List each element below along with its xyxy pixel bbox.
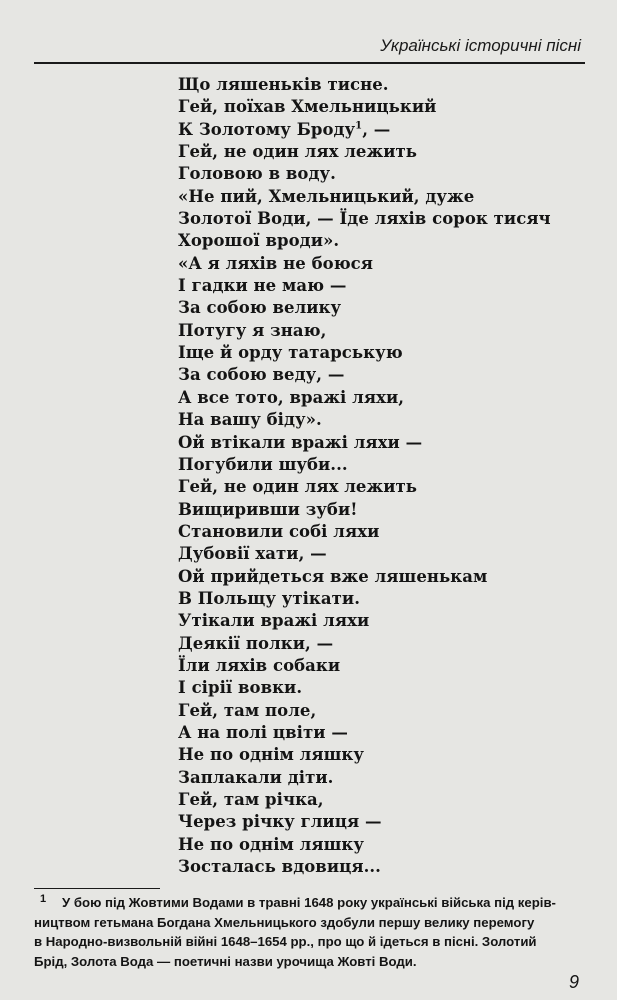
poem-line (178, 342, 551, 364)
poem-line-text: А все тото, вражі ляхи, (178, 387, 405, 407)
poem-line-text: А на полі цвіти — (178, 722, 348, 742)
poem-line-text: Становили собі ляхи (178, 521, 380, 541)
poem-line-text: Утікали вражі ляхи (178, 611, 370, 631)
poem-line-text: Гей, не один лях лежить (178, 477, 418, 497)
poem-line-text: Не по однім ляшку (178, 745, 364, 765)
poem-line (178, 96, 551, 118)
poem-line-text: «Не пий, Хмельницький, дуже (178, 186, 475, 206)
poem-line (178, 655, 551, 677)
poem-line (178, 543, 551, 565)
poem-line-text: Зосталась вдовиця... (178, 857, 381, 877)
poem-line (178, 432, 551, 454)
poem-line-text: На вашу біду». (178, 410, 322, 430)
poem-line (178, 834, 551, 856)
poem-line (178, 521, 551, 543)
poem-line-text: Вищиривши зуби! (178, 499, 358, 519)
page-number: 9 (568, 972, 579, 992)
poem-line (178, 633, 551, 655)
poem-line (178, 409, 551, 431)
poem-line-suffix: , — (362, 119, 391, 139)
poem-text (178, 74, 551, 878)
poem-line (178, 610, 551, 632)
footnote-reference: 1 (355, 120, 363, 132)
poem-line (178, 454, 551, 476)
poem-line (178, 387, 551, 409)
poem-line-text: Деякії полки, — (178, 633, 334, 653)
poem-line (178, 230, 551, 252)
poem-line-text: Потугу я знаю, (178, 320, 327, 340)
poem-line (178, 588, 551, 610)
poem-line-text: І сірії вовки. (178, 678, 303, 698)
poem-line-text: «А я ляхів не боюся (178, 253, 374, 273)
poem-line (178, 275, 551, 297)
footnote-number: 1 (40, 893, 47, 905)
poem-line-text: Головою в воду. (178, 164, 336, 184)
poem-line-text: Ой втікали вражі ляхи — (178, 432, 423, 452)
poem-line (178, 767, 551, 789)
poem-line-text: Гей, там поле, (178, 700, 317, 720)
poem-line-text: Що ляшеньків тисне. (178, 75, 389, 94)
poem-line (178, 856, 551, 878)
poem-line-text: Не по однім ляшку (178, 834, 364, 854)
footnote-line: ництвом гетьмана Богдана Хмельницького здобули першу велику перемогу (34, 914, 535, 930)
poem-line-text: Хорошої вроди». (178, 231, 340, 251)
footnote-line: Брід, Золота Вода — поетичні назви урочища Жовті Води. (34, 953, 417, 969)
poem-line-text: Іще й орду татарськую (178, 343, 403, 363)
poem-line (178, 789, 551, 811)
poem-line (178, 744, 551, 766)
poem-line (178, 320, 551, 342)
poem-line (178, 186, 551, 208)
running-header-title: Українські історичні пісні (380, 36, 581, 55)
poem-line (178, 700, 551, 722)
poem-line-text: Гей, поїхав Хмельницький (178, 97, 437, 117)
poem-line-text: Гей, там річка, (178, 790, 324, 809)
poem-line (178, 476, 551, 498)
footnote-line: У бою під Жовтими Водами в травні 1648 року українські війська під керів- (62, 895, 556, 910)
poem-line-text: В Польщу утікати. (178, 588, 360, 608)
poem-line (178, 364, 551, 386)
poem-line (178, 208, 551, 230)
poem-line (178, 566, 551, 588)
poem-line (178, 811, 551, 833)
poem-line-text: Золотої Води, — Їде ляхів сорок тисяч (178, 209, 551, 229)
poem-line (178, 163, 551, 185)
poem-line (178, 677, 551, 699)
poem-line (178, 119, 551, 141)
poem-line-text: Погубили шуби... (178, 454, 348, 474)
footnote-divider (34, 888, 160, 889)
poem-line (178, 499, 551, 521)
poem-line-text: Дубовії хати, — (178, 544, 327, 564)
header-divider (34, 62, 585, 64)
poem-line (178, 141, 551, 163)
poem-line-text: Їли ляхів собаки (178, 655, 341, 675)
poem-line (178, 722, 551, 744)
poem-line-text: Гей, не один лях лежить (178, 142, 418, 162)
footnote-line: в Народно-визвольній війні 1648–1654 рр., про що й ідеться в пісні. Золотий (34, 934, 537, 949)
poem-line (178, 74, 551, 96)
poem-line-text: За собою веду, — (178, 365, 345, 385)
poem-line (178, 253, 551, 275)
footnote (34, 893, 583, 971)
poem-line-text: Заплакали діти. (178, 767, 334, 787)
poem-line-text: Через річку глиця — (178, 812, 382, 832)
poem-line-text: За собою велику (178, 298, 342, 318)
poem-line (178, 297, 551, 319)
poem-line-text: К Золотому Броду (178, 119, 356, 139)
poem-line-text: Ой прийдеться вже ляшенькам (178, 566, 488, 586)
poem-line-text: І гадки не маю — (178, 276, 347, 296)
